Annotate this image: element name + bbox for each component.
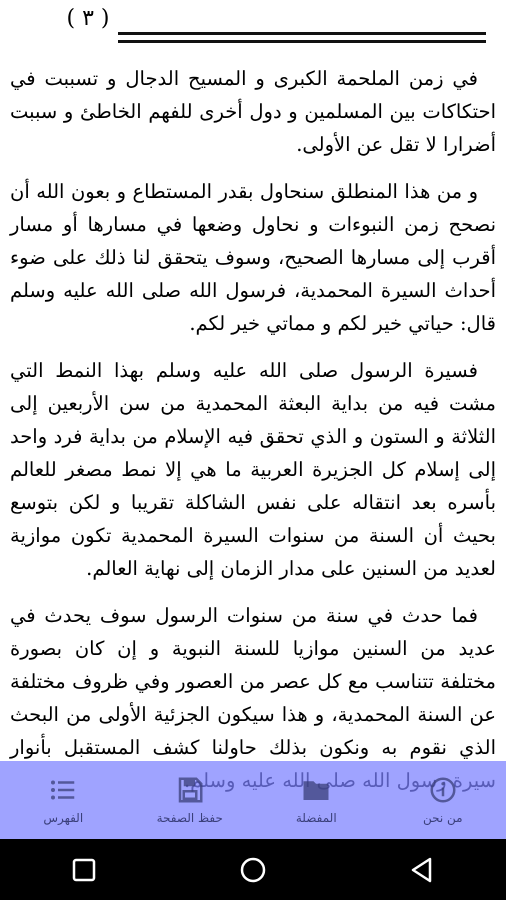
recents-icon <box>71 857 97 883</box>
home-button[interactable] <box>223 850 283 890</box>
save-icon <box>175 775 205 805</box>
system-navigation-bar <box>0 839 506 900</box>
back-button[interactable] <box>392 850 452 890</box>
info-icon <box>428 775 458 805</box>
paragraph: و من هذا المنطلق سنحاول بقدر المستطاع و بعون الله أن نصحح زمن النبوءات و نحاول وضعها في مسارها أو مسار أقرب إلى مسارها الصحيح، وسوف يتحقق لنا ذلك على ضوء أحداث السيرة المحمدية، فرسول الله صلى الله عليه وسلم قال: حياتي خير لكم و مماتي خير لكم. <box>10 180 496 335</box>
bottom-navigation <box>0 761 506 839</box>
back-icon <box>408 856 436 884</box>
book-text <box>10 62 496 811</box>
paragraph: فما حدث في سنة من سنوات الرسول سوف يحدث في عديد من السنين موازيا للسنة النبوية و إن كان بصورة مختلفة تتناسب مع كل عصر من العصور وفي ظروف مختلفة عن السنة المحمدية، و هذا سيكون الجزئية الأولى من البحث الذي نقوم به ونكون بذلك حاولنا كشف المستقبل بأنوار <box>10 604 496 759</box>
tab-index[interactable] <box>0 761 127 839</box>
tab-label: الفهرس <box>43 811 84 825</box>
recents-button[interactable] <box>54 850 114 890</box>
header-rule-bottom <box>118 40 486 43</box>
tab-favorites[interactable] <box>253 761 380 839</box>
list-icon <box>48 775 78 805</box>
paragraph: في زمن الملحمة الكبرى و المسيح الدجال و تسببت في احتكاكات بين المسلمين و دول أخرى للفهم الخاطئ و سببت أضرارا لا تقل عن الأولى. <box>10 67 496 156</box>
tab-label: المفضلة <box>295 811 337 825</box>
tab-label: حفظ الصفحة <box>156 811 223 825</box>
home-icon <box>238 855 268 885</box>
paragraph: فسيرة الرسول صلى الله عليه وسلم بهذا النمط التي مشت فيه من بداية البعثة المحمدية من سن الأربعين إلى الثلاثة و الستون و الذي تحقق فيه الإسلام من بداية فرد واحد إلى إسلام كل الجزيرة العربية ما هي إلا نمط مصغر للعالم بأسره بعد انتقاله على نفس الشاكلة تقريبا و لكن بتوسع بحيث أن السنة من سنوات السيرة المحمدية تكون موازية لعديد من السنين على مدار الزمان إلى نهاية العالم. <box>10 359 496 580</box>
tab-label: من نحن <box>422 811 463 825</box>
tab-save-page[interactable] <box>127 761 254 839</box>
header-rule-top <box>118 32 486 35</box>
folder-icon <box>301 775 331 805</box>
page-number: ( ٣ ) <box>66 6 110 31</box>
tab-about[interactable] <box>380 761 506 839</box>
